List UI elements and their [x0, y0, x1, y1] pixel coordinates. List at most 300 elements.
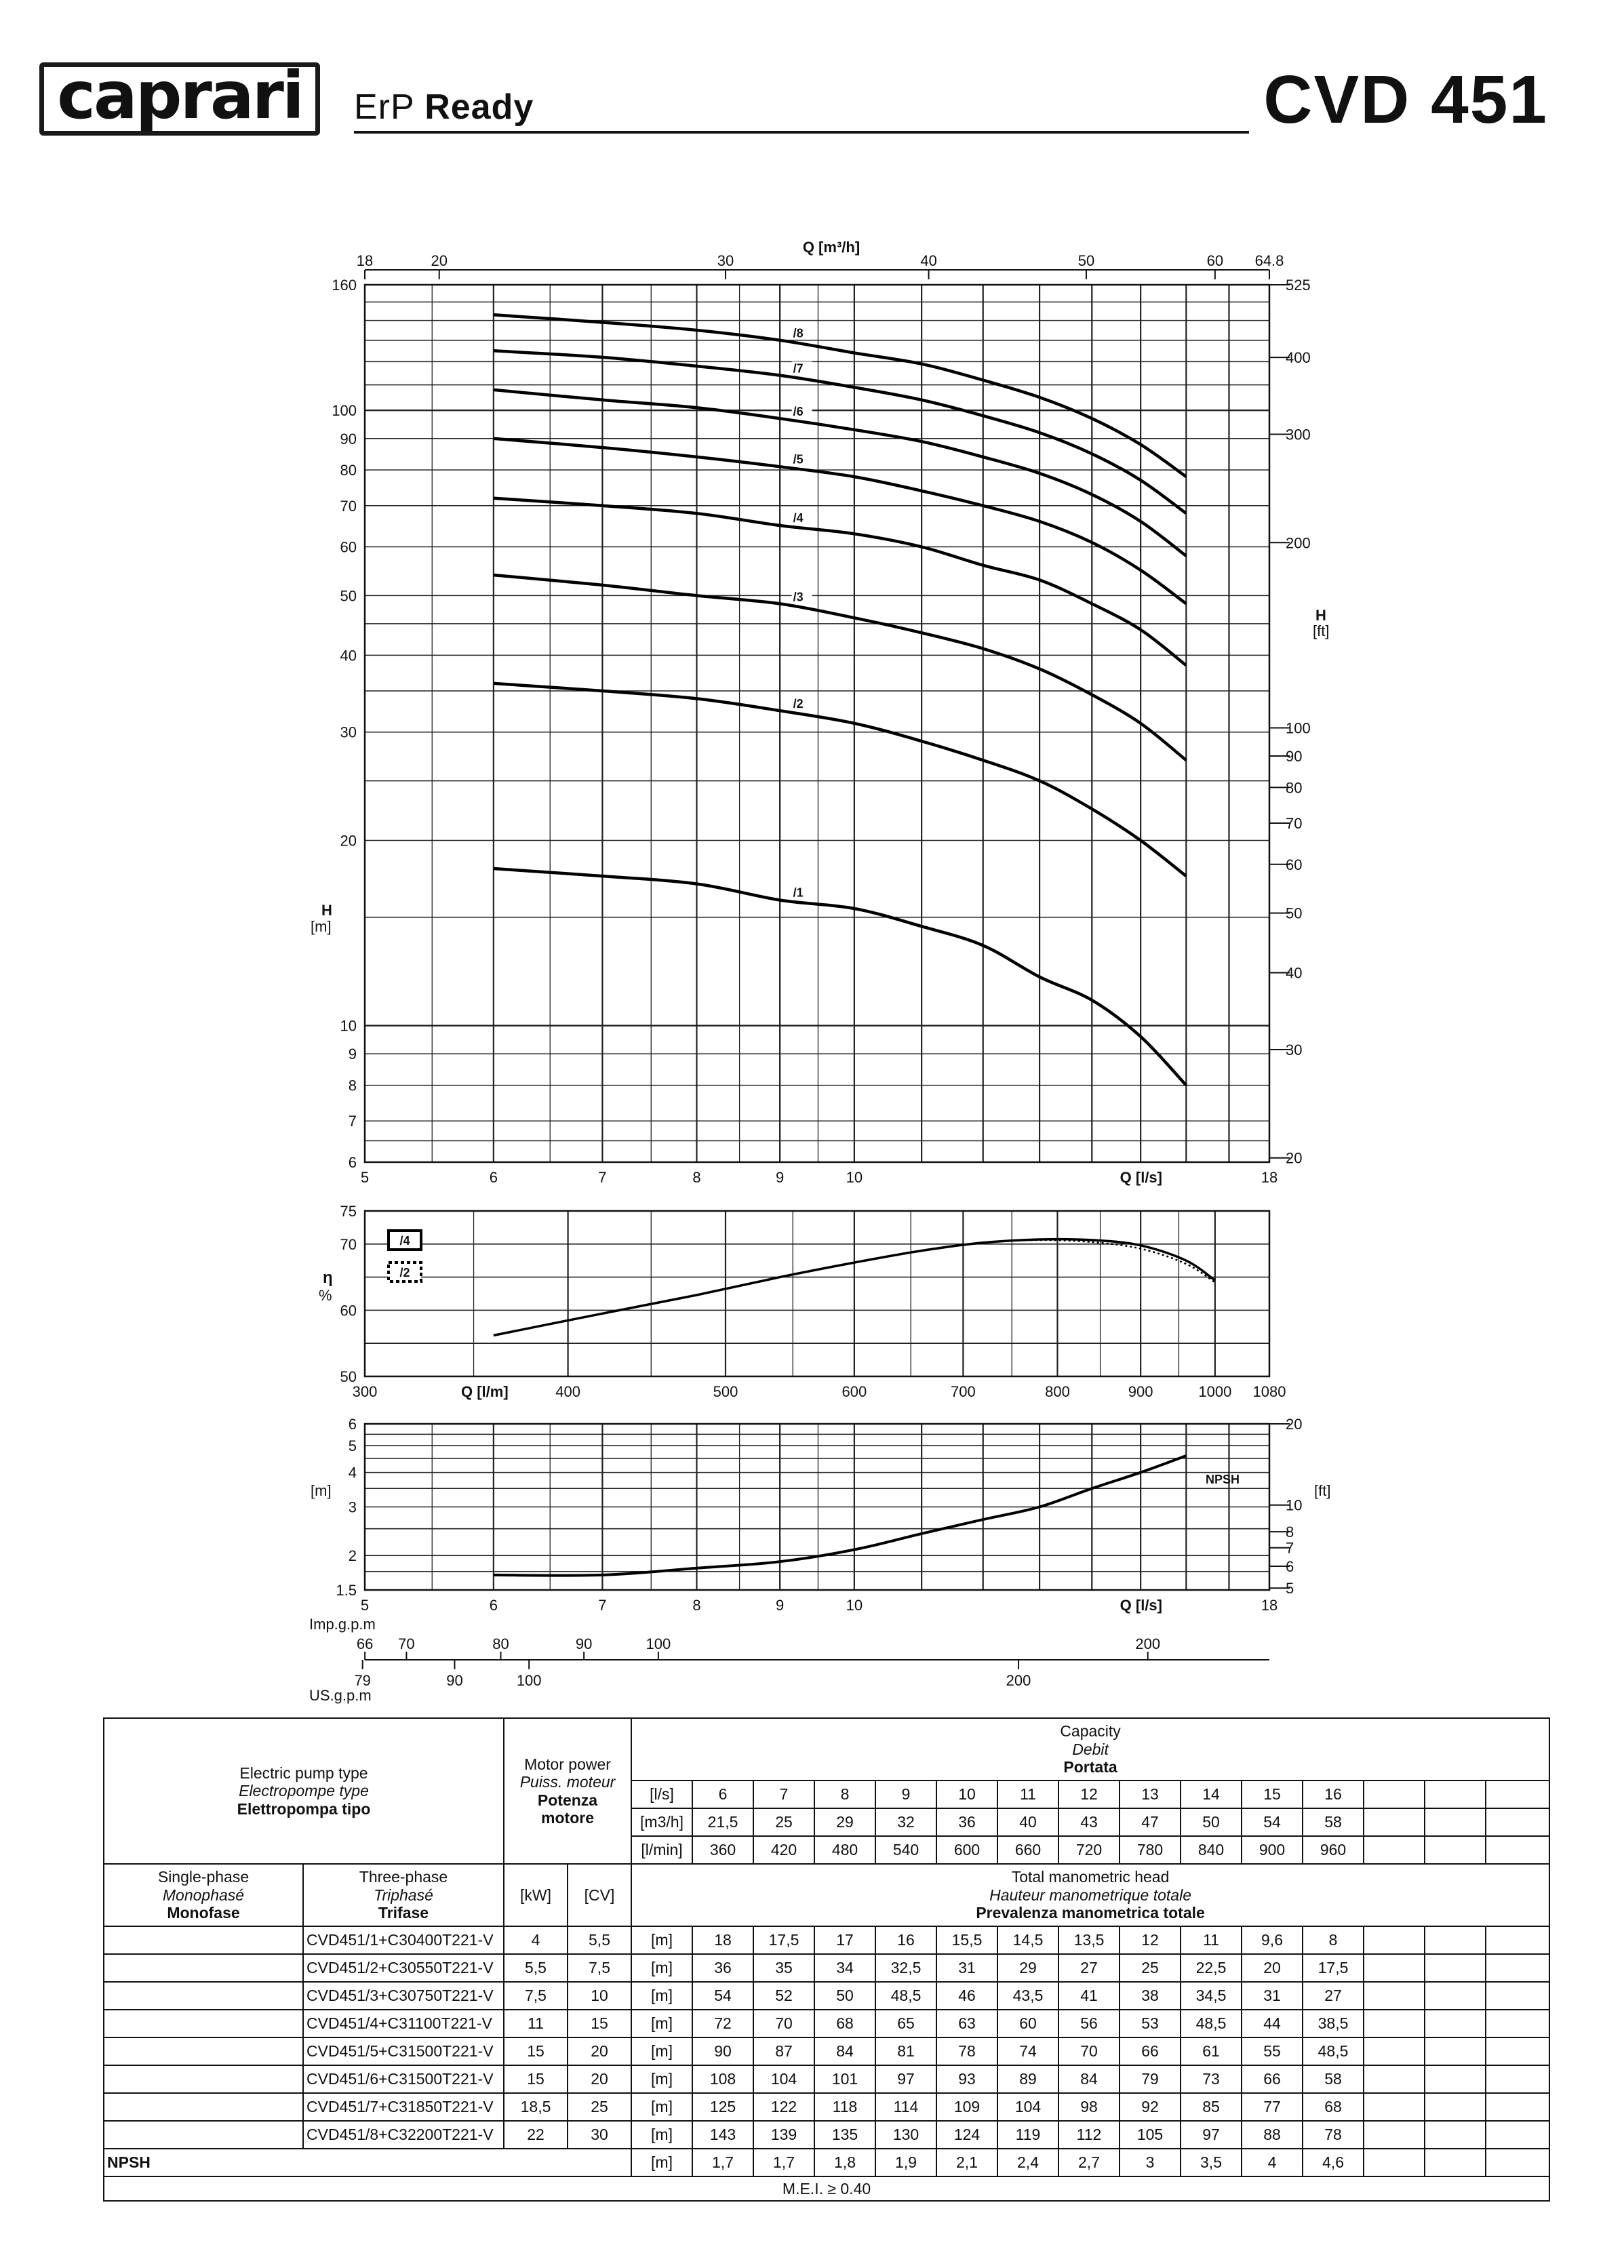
- npsh-value: 4,6: [1303, 2149, 1364, 2176]
- npsh-value: 1,8: [814, 2149, 875, 2176]
- imp-tick-label: 70: [398, 1635, 415, 1652]
- right-tick-label: 525: [1286, 276, 1311, 294]
- empty-cell: [1364, 2093, 1425, 2121]
- x-tick-label: 10: [846, 1597, 863, 1614]
- top-tick-label: 60: [1206, 252, 1224, 269]
- flow-value: 15: [1242, 1780, 1303, 1808]
- y-axis-unit: [m]: [311, 918, 332, 935]
- head-value: 55: [1242, 2037, 1303, 2065]
- power-kw: 15: [504, 2037, 568, 2065]
- x-tick-label: 8: [692, 1597, 701, 1614]
- flow-value: 480: [814, 1836, 875, 1864]
- head-value: 46: [936, 1982, 997, 2010]
- npsh-value: 1,9: [875, 2149, 936, 2176]
- head-value: 90: [692, 2037, 753, 2065]
- right-axis-label: [ft]: [1314, 1482, 1331, 1499]
- head-value: 31: [1242, 1982, 1303, 2010]
- curve-label: /3: [793, 590, 804, 604]
- right-tick-label: 200: [1286, 534, 1311, 552]
- head-value: 119: [997, 2121, 1058, 2149]
- npsh-value: 1,7: [692, 2149, 753, 2176]
- head-value: 97: [1181, 2121, 1242, 2149]
- x-tick-label: 8: [692, 1169, 701, 1186]
- empty-cell: [1364, 2010, 1425, 2037]
- empty-cell: [1486, 2010, 1549, 2037]
- top-tick-label: 50: [1077, 252, 1095, 269]
- imp-gpm-label: Imp.g.p.m: [309, 1616, 376, 1633]
- head-value: 27: [1058, 1954, 1120, 1982]
- empty-cell: [1364, 2121, 1425, 2149]
- curve-label: /2: [793, 696, 804, 711]
- empty-cell: [1364, 2149, 1425, 2176]
- power-kw: 11: [504, 2010, 568, 2037]
- head-value: 13,5: [1058, 1926, 1120, 1954]
- npsh-label-cell: NPSH: [104, 2149, 631, 2176]
- top-tick-label: 18: [356, 252, 374, 269]
- empty-cell: [1425, 2037, 1486, 2065]
- flow-value: 360: [692, 1836, 753, 1864]
- head-value: 124: [936, 2121, 997, 2149]
- head-value: 60: [997, 2010, 1058, 2037]
- power-kw: 5,5: [504, 1954, 568, 1982]
- y-tick-label: 7: [348, 1113, 357, 1130]
- empty-cell: [1486, 2093, 1549, 2121]
- right-tick-label: 300: [1286, 426, 1311, 443]
- flow-value: 13: [1120, 1780, 1181, 1808]
- head-value: 54: [692, 1982, 753, 2010]
- power-cv: 15: [568, 2010, 631, 2037]
- single-phase-model: [104, 1982, 303, 2010]
- three-phase-model: CVD451/8+C32200T221-V: [303, 2121, 504, 2149]
- x-tick-label: 10: [846, 1169, 863, 1186]
- empty-cell: [1486, 1954, 1549, 1982]
- head-value: 36: [692, 1954, 753, 1982]
- table-row: [104, 1982, 1549, 2010]
- empty-cell: [1364, 1836, 1425, 1864]
- head-value: 84: [814, 2037, 875, 2065]
- x-axis-label: Q [l/m]: [461, 1383, 509, 1400]
- head-value: 130: [875, 2121, 936, 2149]
- y-tick-label: 10: [340, 1017, 357, 1035]
- head-value: 101: [814, 2065, 875, 2093]
- head-value: 14,5: [997, 1926, 1058, 1954]
- head-curve-5: [494, 439, 1186, 604]
- head-value: 74: [997, 2037, 1058, 2065]
- empty-cell: [1486, 2121, 1549, 2149]
- y-tick-label: 5: [348, 1437, 357, 1455]
- npsh-row: [104, 2149, 1549, 2176]
- head-value: 125: [692, 2093, 753, 2121]
- head-unit: [m]: [631, 1926, 692, 1954]
- x-tick-label: 9: [776, 1597, 785, 1614]
- head-unit: [m]: [631, 1954, 692, 1982]
- x-tick-label: 900: [1128, 1383, 1153, 1400]
- head-value: 20: [1242, 1954, 1303, 1982]
- empty-cell: [1364, 1954, 1425, 1982]
- power-cv: 7,5: [568, 1954, 631, 1982]
- flow-value: 14: [1181, 1780, 1242, 1808]
- table-row: [104, 1926, 1549, 1954]
- y-tick-label: 90: [340, 430, 357, 447]
- capacity-header: Capacity Debit Portata: [631, 1718, 1549, 1780]
- power-cv: 20: [568, 2037, 631, 2065]
- flow-value: 29: [814, 1808, 875, 1836]
- table-row: [104, 2121, 1549, 2149]
- flow-value: 21,5: [692, 1808, 753, 1836]
- head-curve-2: [494, 683, 1186, 876]
- y-tick-label: 30: [340, 723, 357, 741]
- head-unit: [m]: [631, 2065, 692, 2093]
- flow-unit: [l/min]: [631, 1836, 692, 1864]
- y-tick-label: 1.5: [336, 1582, 357, 1599]
- flow-unit: [l/s]: [631, 1780, 692, 1808]
- y-tick-label: 100: [332, 402, 357, 420]
- head-value: 65: [875, 2010, 936, 2037]
- three-phase-model: CVD451/5+C31500T221-V: [303, 2037, 504, 2065]
- head-value: 15,5: [936, 1926, 997, 1954]
- three-phase-model: CVD451/1+C30400T221-V: [303, 1926, 504, 1954]
- npsh-value: 2,4: [997, 2149, 1058, 2176]
- npsh-label: NPSH: [1206, 1473, 1240, 1486]
- y-tick-label: 6: [348, 1416, 357, 1433]
- kw-header: [kW]: [504, 1864, 568, 1926]
- right-tick-label: 40: [1286, 964, 1303, 982]
- head-value: 8: [1303, 1926, 1364, 1954]
- us-tick-label: 90: [446, 1672, 463, 1689]
- single-phase-model: [104, 2121, 303, 2149]
- head-value: 48,5: [1181, 2010, 1242, 2037]
- single-phase-model: [104, 2010, 303, 2037]
- x-tick-label: 300: [352, 1383, 378, 1400]
- head-value: 53: [1120, 2010, 1181, 2037]
- flow-value: 900: [1242, 1836, 1303, 1864]
- flow-value: 25: [753, 1808, 814, 1836]
- flow-value: 47: [1120, 1808, 1181, 1836]
- empty-cell: [1425, 1982, 1486, 2010]
- empty-cell: [1425, 1954, 1486, 1982]
- y-tick-label: 40: [340, 647, 357, 664]
- y-tick-label: 50: [340, 587, 357, 605]
- head-value: 108: [692, 2065, 753, 2093]
- flow-value: 40: [997, 1808, 1058, 1836]
- flow-value: 540: [875, 1836, 936, 1864]
- empty-cell: [1364, 1982, 1425, 2010]
- power-kw: 15: [504, 2065, 568, 2093]
- head-value: 11: [1181, 1926, 1242, 1954]
- x-tick-label: 1000: [1198, 1383, 1232, 1400]
- flow-value: 8: [814, 1780, 875, 1808]
- head-value: 97: [875, 2065, 936, 2093]
- head-value: 105: [1120, 2121, 1181, 2149]
- head-value: 72: [692, 2010, 753, 2037]
- empty-cell: [1364, 1808, 1425, 1836]
- three-phase-header: Three-phase Triphasé Trifase: [303, 1864, 504, 1926]
- three-phase-model: CVD451/7+C31850T221-V: [303, 2093, 504, 2121]
- y-tick-label: 160: [332, 277, 357, 294]
- x-axis-label: Q [l/s]: [1120, 1597, 1162, 1614]
- three-phase-model: CVD451/3+C30750T221-V: [303, 1982, 504, 2010]
- power-kw: 22: [504, 2121, 568, 2149]
- empty-cell: [1425, 1926, 1486, 1954]
- y-tick-label: 70: [340, 497, 357, 515]
- empty-cell: [1425, 2010, 1486, 2037]
- right-tick-label: 8: [1286, 1524, 1294, 1541]
- flow-value: 50: [1181, 1808, 1242, 1836]
- right-tick-label: 20: [1286, 1149, 1303, 1167]
- y-tick-label: 8: [348, 1077, 357, 1094]
- head-value: 31: [936, 1954, 997, 1982]
- three-phase-model: CVD451/2+C30550T221-V: [303, 1954, 504, 1982]
- head-value: 35: [753, 1954, 814, 1982]
- top-tick-label: 64.8: [1254, 252, 1284, 269]
- empty-cell: [1486, 1982, 1549, 2010]
- y-axis-label: [m]: [311, 1482, 332, 1499]
- head-value: 104: [753, 2065, 814, 2093]
- head-value: 43,5: [997, 1982, 1058, 2010]
- x-tick-label: 7: [598, 1169, 607, 1186]
- empty-cell: [1486, 1836, 1549, 1864]
- empty-cell: [1364, 2065, 1425, 2093]
- top-tick-label: 20: [431, 252, 448, 269]
- power-cv: 10: [568, 1982, 631, 2010]
- head-value: 66: [1120, 2037, 1181, 2065]
- right-axis-unit: [ft]: [1313, 622, 1330, 639]
- power-kw: 18,5: [504, 2093, 568, 2121]
- empty-cell: [1486, 1808, 1549, 1836]
- right-tick-label: 400: [1286, 349, 1311, 367]
- head-value: 17,5: [753, 1926, 814, 1954]
- head-curve-8: [494, 315, 1186, 477]
- imp-tick-label: 80: [492, 1635, 509, 1652]
- x-tick-label: 18: [1261, 1169, 1278, 1186]
- head-value: 104: [997, 2093, 1058, 2121]
- y-tick-label: 4: [348, 1464, 357, 1481]
- head-value: 70: [753, 2010, 814, 2037]
- y-tick-label: 9: [348, 1046, 357, 1063]
- npsh-value: 3: [1120, 2149, 1181, 2176]
- empty-cell: [1425, 2093, 1486, 2121]
- head-value: 98: [1058, 2093, 1120, 2121]
- right-tick-label: 6: [1286, 1557, 1294, 1575]
- x-tick-label: 1080: [1252, 1383, 1286, 1400]
- three-phase-model: CVD451/6+C31500T221-V: [303, 2065, 504, 2093]
- head-value: 135: [814, 2121, 875, 2149]
- head-value: 32,5: [875, 1954, 936, 1982]
- head-value: 114: [875, 2093, 936, 2121]
- head-value: 16: [875, 1926, 936, 1954]
- head-value: 84: [1058, 2065, 1120, 2093]
- cv-header: [CV]: [568, 1864, 631, 1926]
- y-tick-label: 60: [340, 538, 357, 556]
- y-tick-label: 60: [340, 1302, 357, 1319]
- right-tick-label: 70: [1286, 815, 1303, 833]
- power-cv: 5,5: [568, 1926, 631, 1954]
- flow-value: 54: [1242, 1808, 1303, 1836]
- empty-cell: [1486, 1780, 1549, 1808]
- y-tick-label: 3: [348, 1498, 357, 1516]
- x-tick-label: 600: [841, 1383, 867, 1400]
- right-tick-label: 7: [1286, 1539, 1294, 1557]
- single-phase-model: [104, 1954, 303, 1982]
- power-kw: 4: [504, 1926, 568, 1954]
- us-tick-label: 100: [516, 1672, 542, 1689]
- empty-cell: [1364, 2037, 1425, 2065]
- head-value: 92: [1120, 2093, 1181, 2121]
- head-value: 50: [814, 1982, 875, 2010]
- empty-cell: [1425, 2149, 1486, 2176]
- head-value: 118: [814, 2093, 875, 2121]
- head-value: 122: [753, 2093, 814, 2121]
- head-value: 68: [814, 2010, 875, 2037]
- head-value: 9,6: [1242, 1926, 1303, 1954]
- head-unit: [m]: [631, 2093, 692, 2121]
- head-value: 27: [1303, 1982, 1364, 2010]
- electric-pump-type-header: Electric pump type Electropompe type Elettropompa tipo: [104, 1718, 504, 1864]
- head-value: 68: [1303, 2093, 1364, 2121]
- y-tick-label: 75: [340, 1203, 357, 1220]
- x-tick-label: 6: [489, 1597, 498, 1614]
- head-value: 143: [692, 2121, 753, 2149]
- head-value: 112: [1058, 2121, 1120, 2149]
- head-unit: [m]: [631, 1982, 692, 2010]
- right-axis-label: H: [1315, 607, 1326, 624]
- imp-tick-label: 90: [575, 1635, 593, 1652]
- flow-value: 720: [1058, 1836, 1120, 1864]
- head-curve-1: [494, 869, 1186, 1086]
- right-tick-label: 5: [1286, 1580, 1294, 1597]
- flow-value: 10: [936, 1780, 997, 1808]
- head-unit: [m]: [631, 2010, 692, 2037]
- npsh-value: 2,1: [936, 2149, 997, 2176]
- top-tick-label: 30: [717, 252, 734, 269]
- power-cv: 30: [568, 2121, 631, 2149]
- right-tick-label: 100: [1286, 719, 1311, 737]
- right-tick-label: 50: [1286, 904, 1303, 922]
- table-row: [104, 2010, 1549, 2037]
- empty-cell: [1364, 1780, 1425, 1808]
- us-tick-label: 79: [354, 1672, 371, 1689]
- head-unit: [m]: [631, 2121, 692, 2149]
- single-phase-model: [104, 2065, 303, 2093]
- imp-tick-label: 66: [356, 1635, 374, 1652]
- empty-cell: [1486, 2149, 1549, 2176]
- y-tick-label: 50: [340, 1368, 357, 1385]
- head-value: 139: [753, 2121, 814, 2149]
- empty-cell: [1486, 2065, 1549, 2093]
- flow-value: 36: [936, 1808, 997, 1836]
- head-value: 12: [1120, 1926, 1181, 1954]
- head-value: 17,5: [1303, 1954, 1364, 1982]
- head-value: 38: [1120, 1982, 1181, 2010]
- x-axis-label: Q [l/s]: [1120, 1169, 1162, 1186]
- flow-value: 58: [1303, 1808, 1364, 1836]
- head-curve-4: [494, 498, 1186, 666]
- y-tick-label: 2: [348, 1547, 357, 1565]
- head-value: 18: [692, 1926, 753, 1954]
- head-value: 93: [936, 2065, 997, 2093]
- empty-cell: [1425, 1836, 1486, 1864]
- empty-cell: [1425, 1808, 1486, 1836]
- single-phase-header: Single-phase Monophasé Monofase: [104, 1864, 303, 1926]
- npsh-curve: [494, 1456, 1186, 1576]
- mei-cell: M.E.I. ≥ 0.40: [104, 2176, 1549, 2201]
- flow-value: 6: [692, 1780, 753, 1808]
- head-value: 48,5: [1303, 2037, 1364, 2065]
- three-phase-model: CVD451/4+C31100T221-V: [303, 2010, 504, 2037]
- head-value: 44: [1242, 2010, 1303, 2037]
- head-value: 61: [1181, 2037, 1242, 2065]
- head-value: 78: [936, 2037, 997, 2065]
- head-value: 73: [1181, 2065, 1242, 2093]
- right-tick-label: 30: [1286, 1041, 1303, 1058]
- flow-value: 780: [1120, 1836, 1181, 1864]
- right-tick-label: 10: [1286, 1496, 1303, 1514]
- top-tick-label: 40: [920, 252, 937, 269]
- table-row: [104, 2093, 1549, 2121]
- head-value: 87: [753, 2037, 814, 2065]
- empty-cell: [1364, 1926, 1425, 1954]
- legend-label: /2: [399, 1266, 410, 1279]
- table-row: [104, 2065, 1549, 2093]
- x-tick-label: 500: [713, 1383, 738, 1400]
- head-value: 29: [997, 1954, 1058, 1982]
- head-value: 34,5: [1181, 1982, 1242, 2010]
- empty-cell: [1425, 1780, 1486, 1808]
- right-tick-label: 80: [1286, 779, 1303, 797]
- y-tick-label: 70: [340, 1235, 357, 1253]
- head-value: 48,5: [875, 1982, 936, 2010]
- erp-suffix: Ready: [424, 87, 534, 127]
- flow-value: 32: [875, 1808, 936, 1836]
- x-tick-label: 700: [951, 1383, 976, 1400]
- right-tick-label: 20: [1286, 1416, 1303, 1433]
- npsh-value: 1,7: [753, 2149, 814, 2176]
- x-tick-label: 6: [489, 1169, 498, 1186]
- legend-label: /4: [399, 1234, 410, 1248]
- y-tick-label: 20: [340, 832, 357, 850]
- curve-label: /4: [793, 511, 804, 525]
- head-value: 70: [1058, 2037, 1120, 2065]
- imp-tick-label: 200: [1135, 1635, 1161, 1652]
- head-unit: [m]: [631, 2037, 692, 2065]
- npsh-value: 3,5: [1181, 2149, 1242, 2176]
- imp-tick-label: 100: [646, 1635, 671, 1652]
- x-tick-label: 9: [776, 1169, 785, 1186]
- us-gpm-label: US.g.p.m: [309, 1687, 372, 1704]
- empty-cell: [1425, 2121, 1486, 2149]
- x-tick-label: 5: [360, 1169, 370, 1186]
- table-subheader-row: [104, 1864, 1549, 1926]
- x-tick-label: 5: [360, 1597, 370, 1614]
- model-title: CVD 451: [1263, 62, 1548, 138]
- flow-value: 12: [1058, 1780, 1120, 1808]
- flow-value: 7: [753, 1780, 814, 1808]
- top-axis-label: Q [m³/h]: [802, 239, 860, 256]
- head-header: Total manometric head Hauteur manometrique totale Prevalenza manometrica totale: [631, 1864, 1549, 1926]
- mei-row: [104, 2176, 1549, 2201]
- right-tick-label: 60: [1286, 856, 1303, 873]
- plot-frame: [365, 1211, 1269, 1376]
- flow-value: 9: [875, 1780, 936, 1808]
- npsh-value: 4: [1242, 2149, 1303, 2176]
- motor-power-header: Motor power Puiss. moteur Potenza motore: [504, 1718, 631, 1864]
- flow-value: 960: [1303, 1836, 1364, 1864]
- head-value: 63: [936, 2010, 997, 2037]
- head-value: 38,5: [1303, 2010, 1364, 2037]
- y-axis-label: η: [323, 1269, 333, 1287]
- head-value: 89: [997, 2065, 1058, 2093]
- erp-prefix: ErP: [354, 87, 414, 127]
